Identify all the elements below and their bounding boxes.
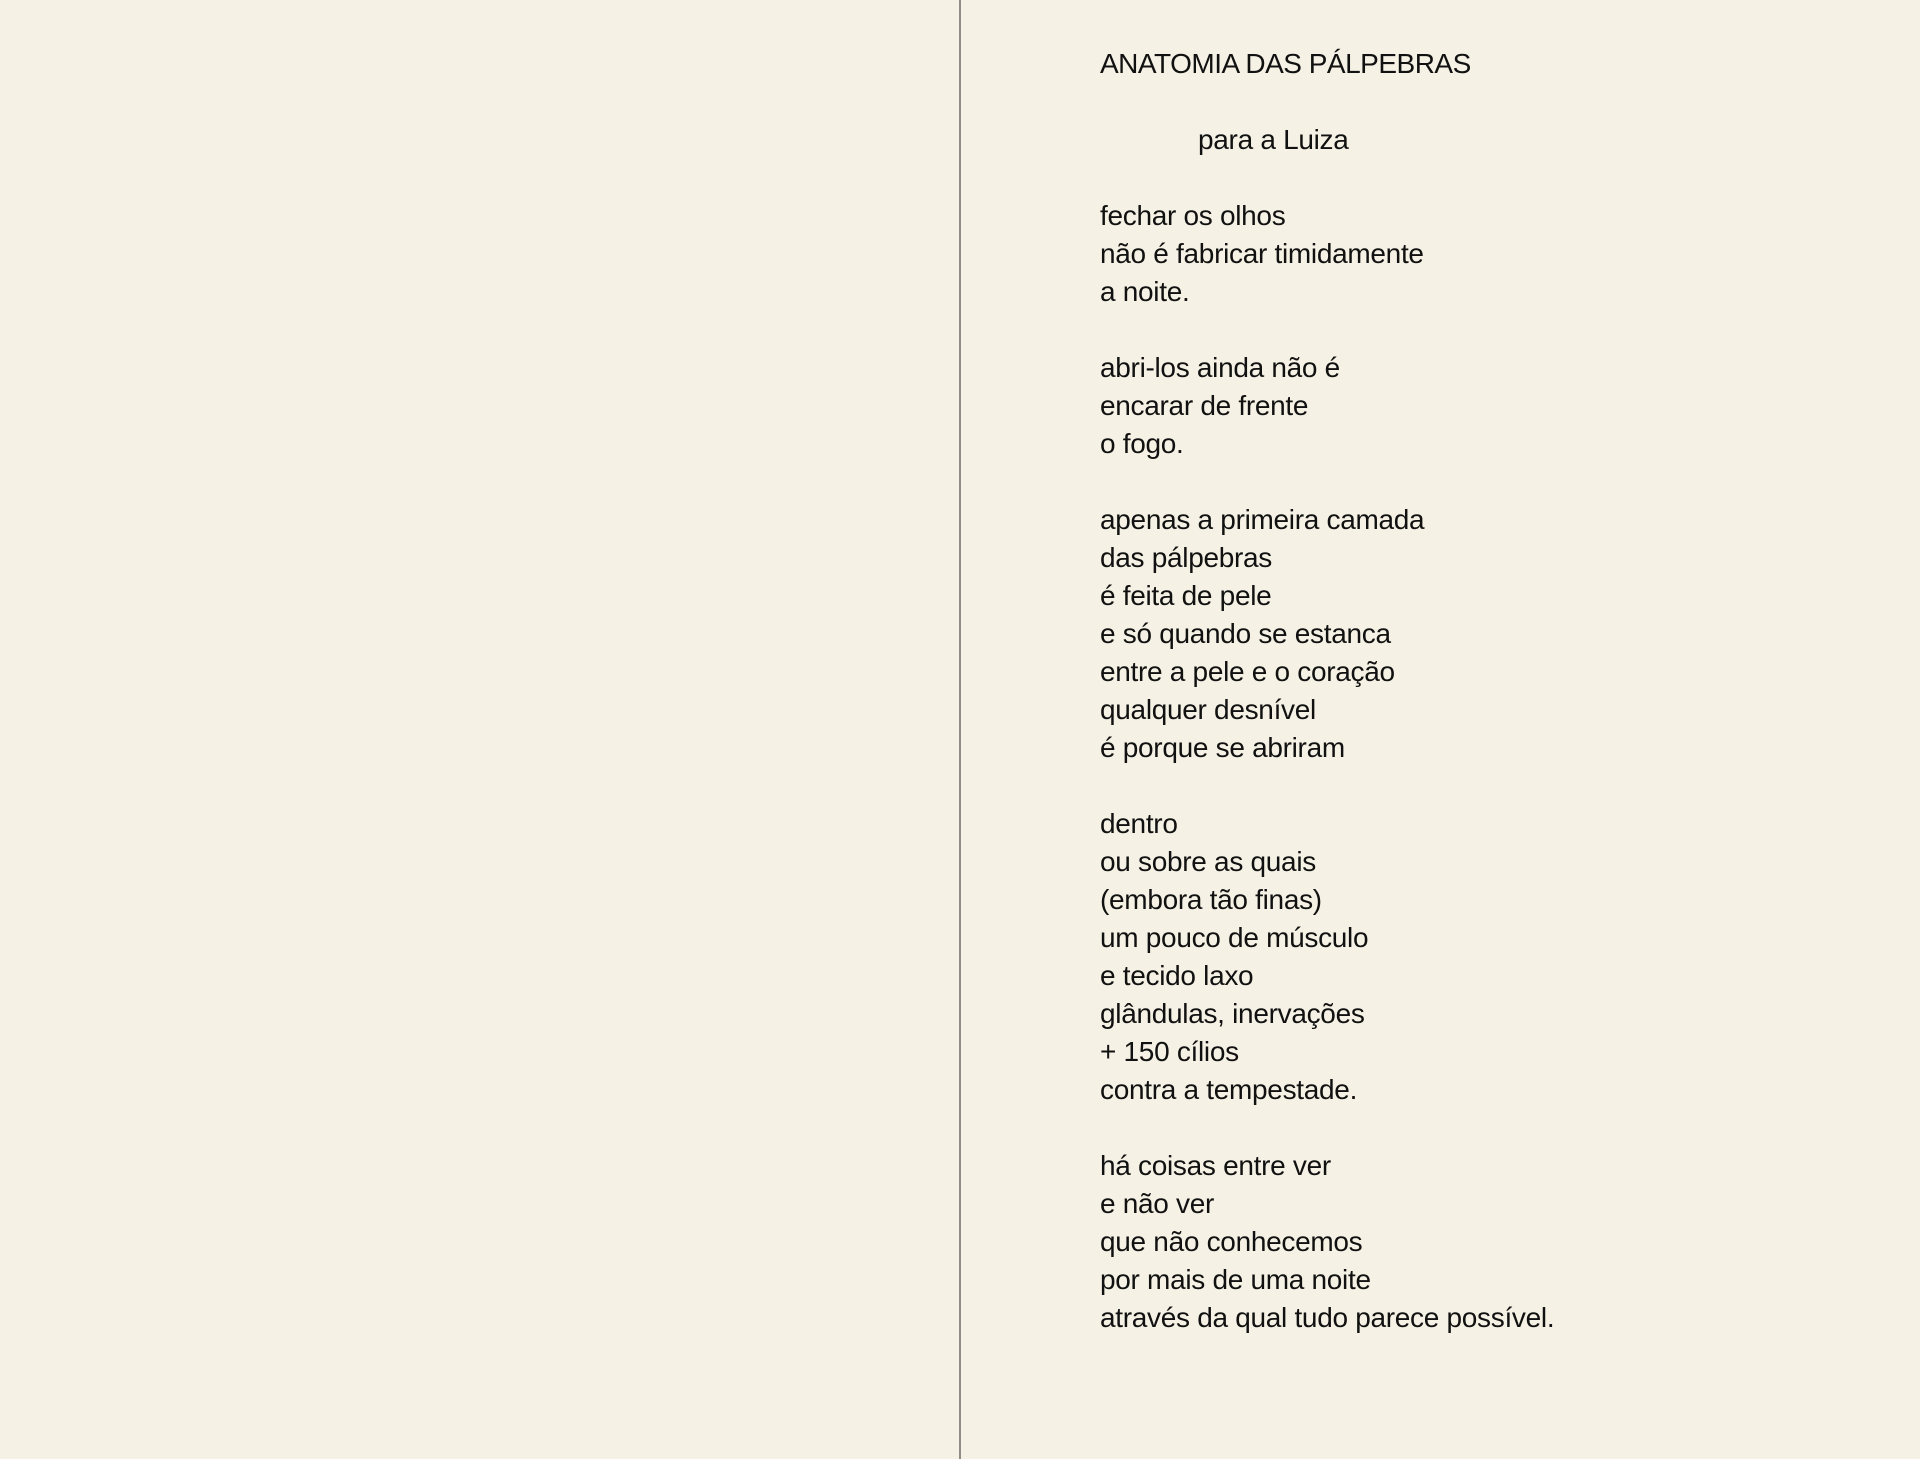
poem-line: apenas a primeira camada [1100, 504, 1425, 535]
poem-title: ANATOMIA DAS PÁLPEBRAS [1100, 48, 1471, 79]
stanza-2 [1100, 349, 1800, 463]
poem-line: dentro [1100, 808, 1178, 839]
poem-dedication: para a Luiza [1198, 124, 1349, 155]
poem-line: e só quando se estanca [1100, 618, 1391, 649]
poem-line: das pálpebras [1100, 542, 1273, 573]
poem-line: não é fabricar timidamente [1100, 238, 1424, 269]
poem-line: encarar de frente [1100, 390, 1309, 421]
poem-line: qualquer desnível [1100, 694, 1316, 725]
poem-line: e não ver [1100, 1188, 1215, 1219]
poem-line: por mais de uma noite [1100, 1264, 1371, 1295]
poem-line: que não conhecemos [1100, 1226, 1363, 1257]
poem-line: a noite. [1100, 276, 1190, 307]
poem-line: contra a tempestade. [1100, 1074, 1358, 1105]
poem-line: entre a pele e o coração [1100, 656, 1395, 687]
left-page-blank [0, 0, 959, 1459]
poem-line: é feita de pele [1100, 580, 1272, 611]
stanza-1 [1100, 197, 1800, 311]
poem-line: + 150 cílios [1100, 1036, 1239, 1067]
poem-line: fechar os olhos [1100, 200, 1286, 231]
poem-line: através da qual tudo parece possível. [1100, 1302, 1555, 1333]
poem-line: há coisas entre ver [1100, 1150, 1331, 1181]
poem-line: abri-los ainda não é [1100, 352, 1340, 383]
stanza-4 [1100, 805, 1800, 1109]
poem-line: e tecido laxo [1100, 960, 1254, 991]
poem-line: o fogo. [1100, 428, 1184, 459]
poem-line: ou sobre as quais [1100, 846, 1316, 877]
poem [1100, 45, 1800, 1337]
poem-line: é porque se abriram [1100, 732, 1345, 763]
poem-line: (embora tão finas) [1100, 884, 1322, 915]
poem-line: glândulas, inervações [1100, 998, 1365, 1029]
stanza-3 [1100, 501, 1800, 767]
poem-line: um pouco de músculo [1100, 922, 1369, 953]
stanza-5 [1100, 1147, 1800, 1337]
